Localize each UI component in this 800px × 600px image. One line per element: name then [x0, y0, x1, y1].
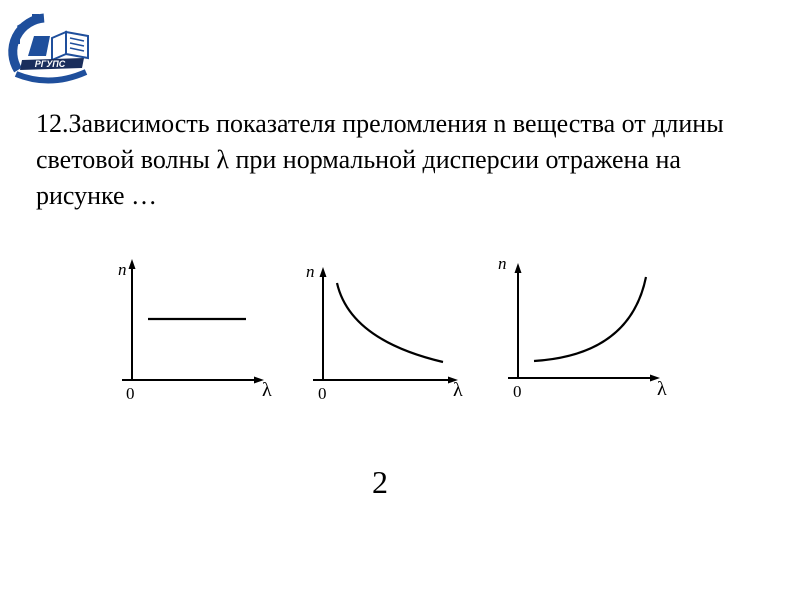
origin-label: 0 — [126, 384, 135, 403]
y-axis-label: n — [118, 260, 127, 279]
graph-decreasing — [306, 262, 463, 403]
answer-text: 2 — [372, 464, 388, 500]
origin-label: 0 — [513, 382, 522, 401]
graphs-panel — [0, 245, 800, 415]
y-axis-label: n — [306, 262, 315, 281]
graph-constant — [118, 259, 272, 403]
logo-text: РГУПС — [34, 59, 66, 69]
curve-increasing — [534, 277, 646, 361]
graph-increasing — [498, 254, 667, 401]
y-axis-arrow — [320, 267, 327, 277]
origin-label: 0 — [318, 384, 327, 403]
question-text: 12.Зависимость показателя преломления n вещества от длины световой волны λ при нормальной дисперсии отражена на рисунке … — [36, 109, 724, 210]
logo-icon — [4, 8, 96, 92]
y-axis-arrow — [515, 263, 522, 273]
curve-decreasing — [337, 283, 443, 362]
x-axis-label: λ — [262, 379, 272, 401]
y-axis-arrow — [129, 259, 136, 269]
x-axis-label: λ — [657, 378, 667, 400]
x-axis-label: λ — [453, 379, 463, 401]
y-axis-label: n — [498, 254, 507, 273]
